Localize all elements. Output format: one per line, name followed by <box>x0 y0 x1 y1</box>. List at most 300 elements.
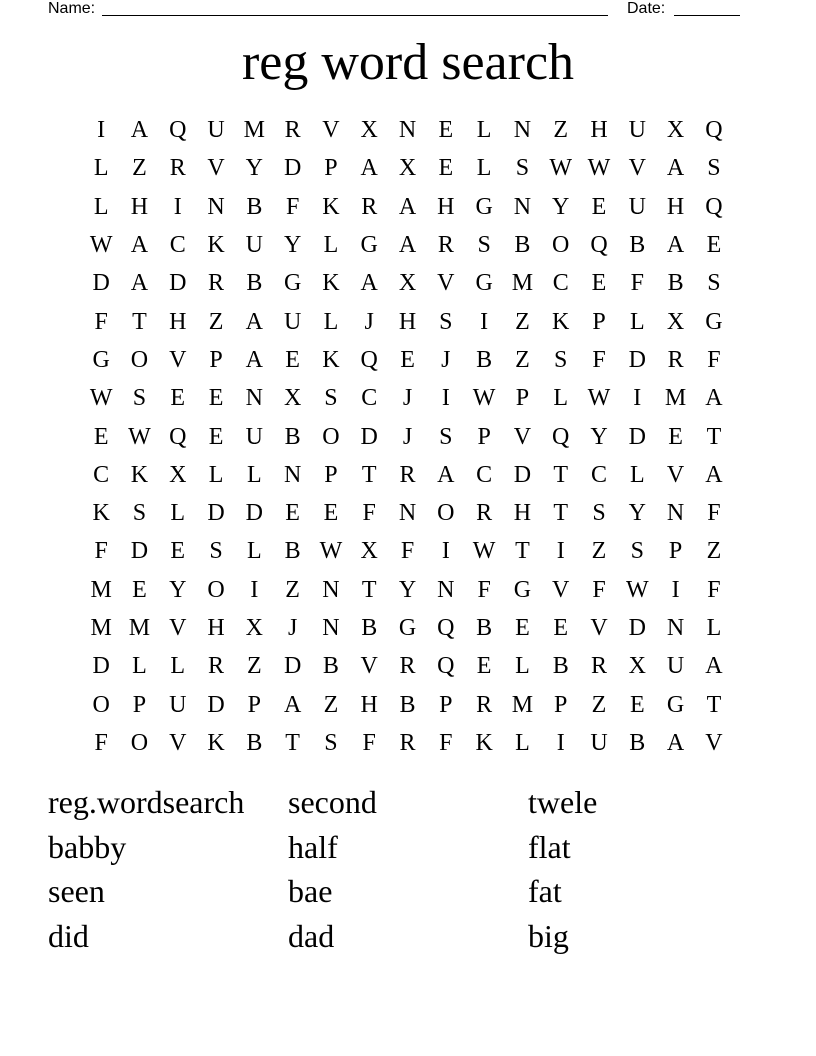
grid-letter: U <box>169 691 187 718</box>
grid-letter: F <box>285 193 300 220</box>
grid-letter: R <box>399 461 416 488</box>
grid-letter: L <box>247 538 262 565</box>
grid-letter: L <box>170 653 186 680</box>
grid-letter: B <box>476 346 493 373</box>
grid-letter: L <box>170 500 186 527</box>
grid-letter: Y <box>552 193 570 220</box>
grid-letter: K <box>92 500 110 527</box>
date-blank-line <box>674 15 740 16</box>
grid-letter: M <box>90 576 112 603</box>
grid-letter: W <box>587 385 611 412</box>
grid-letter: T <box>285 729 300 756</box>
grid-letter: Z <box>591 691 607 718</box>
grid-letter: R <box>437 232 454 259</box>
grid-letter: K <box>322 270 340 297</box>
grid-letter: J <box>364 308 374 335</box>
grid-letter: A <box>360 270 378 297</box>
grid-letter: S <box>324 729 338 756</box>
grid-letter: E <box>476 653 492 680</box>
grid-letter: T <box>132 308 147 335</box>
grid-letter: S <box>630 538 644 565</box>
grid-letter: F <box>630 270 644 297</box>
grid-letter: W <box>319 538 343 565</box>
grid-letter: E <box>285 346 300 373</box>
grid-letter: E <box>285 500 300 527</box>
grid-row <box>82 379 734 417</box>
grid-letter: J <box>402 385 413 412</box>
grid-letter: Z <box>553 117 569 144</box>
grid-letter: M <box>511 270 534 297</box>
grid-letter: F <box>362 729 376 756</box>
grid-row <box>82 302 734 340</box>
grid-letter: S <box>515 155 530 182</box>
grid-row <box>82 417 734 455</box>
grid-letter: Q <box>705 117 723 144</box>
grid-letter: R <box>476 691 493 718</box>
grid-letter: I <box>633 385 642 412</box>
grid-letter: A <box>130 117 149 144</box>
grid-letter: U <box>666 653 685 680</box>
grid-letter: E <box>208 385 224 412</box>
grid-letter: Z <box>591 538 607 565</box>
grid-letter: K <box>475 729 493 756</box>
grid-letter: D <box>283 155 302 182</box>
grid-letter: W <box>89 385 113 412</box>
word-list-item: twele <box>528 784 598 820</box>
grid-letter: I <box>441 385 450 412</box>
grid-letter: R <box>591 653 608 680</box>
grid-letter: E <box>591 193 607 220</box>
grid-letter: B <box>361 615 378 641</box>
grid-letter: W <box>89 232 113 259</box>
grid-letter: Q <box>437 615 455 641</box>
grid-letter: I <box>556 729 565 756</box>
grid-row <box>82 609 734 647</box>
grid-letter: F <box>592 576 606 603</box>
grid-letter: A <box>666 232 685 259</box>
grid-letter: E <box>208 423 224 450</box>
grid-letter: W <box>472 385 496 412</box>
grid-row <box>82 226 734 264</box>
word-list-item: flat <box>528 828 571 865</box>
grid-row <box>82 456 734 494</box>
grid-letter: C <box>169 232 186 259</box>
grid-letter: L <box>476 155 492 182</box>
grid-letter: D <box>169 270 187 297</box>
grid-letter: S <box>439 308 453 335</box>
grid-letter: X <box>666 308 685 335</box>
grid-letter: E <box>668 423 683 450</box>
word-list-item: fat <box>528 873 562 910</box>
grid-letter: E <box>400 346 415 373</box>
grid-row <box>82 532 734 570</box>
grid-letter: J <box>441 346 451 373</box>
grid-letter: L <box>553 385 569 412</box>
grid-letter: R <box>208 653 225 680</box>
grid-letter: O <box>322 423 340 450</box>
grid-letter: A <box>705 385 723 412</box>
grid-letter: E <box>706 232 722 259</box>
name-blank-line <box>102 15 608 16</box>
grid-letter: K <box>130 461 149 488</box>
word-list-item: big <box>528 918 569 955</box>
grid-letter: Z <box>285 576 300 603</box>
grid-letter: L <box>476 117 492 144</box>
grid-letter: Z <box>515 308 530 335</box>
grid-letter: I <box>97 117 106 144</box>
grid-letter: U <box>628 117 646 144</box>
grid-letter: D <box>283 653 302 680</box>
grid-letter: V <box>705 729 723 756</box>
grid-letter: E <box>170 385 186 412</box>
grid-letter: Z <box>515 346 530 373</box>
grid-letter: Y <box>169 576 187 603</box>
grid-letter: P <box>592 308 606 335</box>
grid-letter: L <box>706 615 722 641</box>
grid-letter: D <box>628 423 646 450</box>
grid-letter: X <box>245 615 263 641</box>
grid-letter: M <box>128 615 151 641</box>
grid-letter: E <box>132 576 147 603</box>
grid-letter: X <box>169 461 187 488</box>
grid-letter: N <box>398 117 417 144</box>
grid-letter: H <box>360 691 378 718</box>
grid-letter: M <box>664 385 687 412</box>
grid-letter: A <box>398 232 417 259</box>
grid-letter: B <box>322 653 339 680</box>
grid-letter: N <box>513 193 532 220</box>
grid-letter: F <box>707 346 721 373</box>
grid-letter: L <box>93 193 109 220</box>
grid-letter: N <box>666 615 685 641</box>
grid-letter: V <box>666 461 685 488</box>
grid-letter: P <box>132 691 147 718</box>
grid-letter: M <box>90 615 112 641</box>
grid-letter: H <box>590 117 608 144</box>
grid-letter: C <box>361 385 378 412</box>
grid-letter: T <box>706 423 722 450</box>
grid-letter: H <box>169 308 187 335</box>
grid-letter: D <box>245 500 263 527</box>
grid-letter: O <box>130 729 149 756</box>
grid-letter: K <box>322 193 340 220</box>
grid-letter: X <box>628 653 646 680</box>
grid-letter: P <box>209 346 223 373</box>
grid-letter: V <box>169 615 187 641</box>
grid-row <box>82 647 734 685</box>
grid-letter: U <box>628 193 646 220</box>
grid-letter: G <box>475 193 493 220</box>
grid-letter: P <box>324 461 338 488</box>
grid-row <box>82 724 734 762</box>
grid-letter: L <box>93 155 109 182</box>
grid-row <box>82 571 734 609</box>
grid-letter: Q <box>590 232 608 259</box>
grid-letter: V <box>552 576 570 603</box>
grid-letter: X <box>398 270 417 297</box>
grid-letter: E <box>629 691 645 718</box>
grid-letter: A <box>705 653 723 680</box>
grid-letter: E <box>323 500 339 527</box>
grid-letter: C <box>93 461 110 488</box>
grid-letter: W <box>587 155 611 182</box>
grid-letter: R <box>399 653 416 680</box>
grid-letter: B <box>284 538 301 565</box>
grid-letter: N <box>513 117 532 144</box>
grid-letter: S <box>439 423 453 450</box>
grid-letter: O <box>437 500 455 527</box>
grid-letter: F <box>362 500 376 527</box>
grid-letter: X <box>398 155 417 182</box>
grid-letter: T <box>706 691 722 718</box>
grid-letter: D <box>130 538 149 565</box>
grid-letter: O <box>130 346 149 373</box>
grid-letter: O <box>207 576 225 603</box>
grid-letter: S <box>477 232 491 259</box>
grid-letter: L <box>629 461 645 488</box>
grid-letter: P <box>477 423 491 450</box>
grid-letter: H <box>130 193 149 220</box>
grid-letter: D <box>360 423 378 450</box>
grid-letter: K <box>207 729 225 756</box>
grid-letter: Y <box>245 155 263 182</box>
grid-letter: F <box>94 308 108 335</box>
grid-letter: R <box>361 193 378 220</box>
grid-letter: N <box>322 615 340 641</box>
grid-letter: V <box>360 653 378 680</box>
grid-letter: X <box>360 538 378 565</box>
grid-letter: I <box>250 576 259 603</box>
grid-letter: B <box>514 232 531 259</box>
grid-letter: H <box>666 193 685 220</box>
grid-letter: C <box>476 461 493 488</box>
grid-letter: N <box>666 500 685 527</box>
grid-letter: A <box>705 461 723 488</box>
grid-letter: U <box>283 308 302 335</box>
grid-letter: T <box>553 500 569 527</box>
grid-letter: I <box>480 308 489 335</box>
grid-letter: N <box>207 193 225 220</box>
grid-letter: S <box>132 500 147 527</box>
grid-letter: F <box>477 576 491 603</box>
grid-letter: G <box>283 270 302 297</box>
word-list-item: bae <box>288 873 333 910</box>
grid-letter: L <box>515 653 530 680</box>
grid-letter: V <box>628 155 646 182</box>
grid-letter: B <box>629 729 646 756</box>
grid-letter: Y <box>398 576 417 603</box>
grid-letter: X <box>360 117 378 144</box>
grid-letter: X <box>283 385 302 412</box>
grid-letter: R <box>667 346 684 373</box>
grid-letter: H <box>207 615 225 641</box>
grid-letter: B <box>399 691 416 718</box>
grid-letter: P <box>668 538 683 565</box>
grid-letter: L <box>323 232 339 259</box>
grid-letter: Q <box>360 346 378 373</box>
grid-letter: H <box>437 193 455 220</box>
grid-letter: B <box>246 729 263 756</box>
grid-letter: P <box>515 385 530 412</box>
grid-letter: M <box>243 117 265 144</box>
grid-letter: W <box>625 576 649 603</box>
grid-row <box>82 149 734 187</box>
grid-letter: G <box>475 270 493 297</box>
grid-letter: T <box>361 461 377 488</box>
grid-letter: R <box>169 155 186 182</box>
grid-letter: D <box>628 346 646 373</box>
grid-letter: Q <box>705 193 723 220</box>
grid-letter: Y <box>628 500 646 527</box>
grid-letter: E <box>438 117 454 144</box>
grid-letter: B <box>246 193 263 220</box>
grid-letter: S <box>132 385 147 412</box>
grid-letter: X <box>666 117 685 144</box>
grid-letter: T <box>553 461 569 488</box>
grid-letter: S <box>592 500 606 527</box>
grid-letter: B <box>552 653 569 680</box>
grid-letter: P <box>554 691 568 718</box>
grid-letter: Y <box>283 232 302 259</box>
grid-letter: J <box>402 423 413 450</box>
page-title: reg word search <box>241 34 575 91</box>
word-list-item: second <box>288 784 377 820</box>
grid-letter: F <box>707 500 721 527</box>
grid-letter: R <box>399 729 416 756</box>
grid-letter: S <box>324 385 338 412</box>
name-label: Name: <box>48 0 96 17</box>
grid-letter: A <box>360 155 378 182</box>
grid-letter: B <box>246 270 263 297</box>
grid-letter: V <box>207 155 225 182</box>
grid-letter: K <box>207 232 225 259</box>
grid-letter: B <box>667 270 684 297</box>
word-list-item: reg.wordsearch <box>48 784 245 820</box>
grid-letter: D <box>92 270 110 297</box>
grid-letter: C <box>552 270 569 297</box>
grid-letter: A <box>245 308 263 335</box>
grid-letter: F <box>94 538 108 565</box>
word-list-item: half <box>288 828 338 865</box>
word-list-item: seen <box>48 873 105 910</box>
grid-letter: N <box>322 576 340 603</box>
date-label: Date: <box>627 0 666 17</box>
grid-letter: G <box>666 691 685 718</box>
grid-letter: I <box>556 538 565 565</box>
grid-letter: I <box>441 538 450 565</box>
grid-letter: Q <box>552 423 570 450</box>
grid-letter: S <box>707 270 721 297</box>
grid-letter: Z <box>706 538 722 565</box>
grid-letter: W <box>128 423 151 450</box>
word-list-item: dad <box>288 918 335 955</box>
grid-letter: L <box>515 729 530 756</box>
grid-letter: A <box>437 461 455 488</box>
grid-letter: J <box>287 615 298 641</box>
grid-letter: G <box>398 615 417 641</box>
grid-letter: R <box>208 270 225 297</box>
grid-letter: R <box>284 117 301 144</box>
grid-letter: A <box>666 729 685 756</box>
grid-letter: E <box>170 538 186 565</box>
grid-letter: S <box>554 346 568 373</box>
grid-letter: V <box>322 117 340 144</box>
grid-letter: V <box>437 270 455 297</box>
grid-letter: G <box>705 308 723 335</box>
grid-row <box>82 111 734 149</box>
grid-row <box>82 685 734 723</box>
grid-letter: K <box>552 308 570 335</box>
grid-letter: S <box>209 538 223 565</box>
grid-letter: Y <box>590 423 608 450</box>
grid-letter: A <box>666 155 685 182</box>
word-list <box>48 780 768 959</box>
grid-row <box>82 188 734 226</box>
grid-letter: V <box>513 423 532 450</box>
grid-letter: E <box>515 615 530 641</box>
grid-letter: A <box>398 193 417 220</box>
grid-letter: L <box>247 461 262 488</box>
grid-letter: U <box>245 423 263 450</box>
grid-letter: C <box>591 461 608 488</box>
grid-letter: F <box>400 538 415 565</box>
grid-letter: O <box>552 232 570 259</box>
letter-grid <box>82 111 734 762</box>
grid-letter: U <box>207 117 225 144</box>
grid-letter: F <box>94 729 108 756</box>
grid-letter: L <box>323 308 339 335</box>
grid-letter: F <box>592 346 606 373</box>
grid-letter: E <box>553 615 569 641</box>
grid-letter: P <box>439 691 453 718</box>
grid-letter: I <box>173 193 182 220</box>
grid-letter: B <box>629 232 646 259</box>
grid-letter: E <box>591 270 607 297</box>
grid-letter: M <box>511 691 534 718</box>
grid-letter: G <box>92 346 110 373</box>
grid-letter: A <box>130 270 149 297</box>
grid-letter: G <box>513 576 532 603</box>
grid-letter: L <box>132 653 147 680</box>
grid-letter: D <box>207 500 225 527</box>
grid-letter: W <box>549 155 573 182</box>
grid-letter: W <box>472 538 496 565</box>
grid-letter: D <box>513 461 532 488</box>
grid-letter: Z <box>132 155 147 182</box>
grid-letter: A <box>283 691 302 718</box>
grid-letter: I <box>671 576 680 603</box>
grid-letter: U <box>590 729 608 756</box>
grid-letter: V <box>169 346 187 373</box>
grid-letter: E <box>438 155 454 182</box>
grid-letter: H <box>398 308 417 335</box>
grid-letter: G <box>360 232 378 259</box>
grid-letter: V <box>169 729 187 756</box>
grid-letter: T <box>515 538 530 565</box>
grid-letter: P <box>247 691 262 718</box>
grid-letter: H <box>513 500 532 527</box>
grid-letter: S <box>707 155 721 182</box>
grid-letter: O <box>92 691 110 718</box>
grid-letter: A <box>245 346 263 373</box>
grid-letter: A <box>130 232 149 259</box>
grid-letter: Z <box>247 653 262 680</box>
grid-letter: V <box>590 615 608 641</box>
grid-letter: F <box>439 729 453 756</box>
grid-letter: L <box>629 308 645 335</box>
grid-letter: N <box>283 461 302 488</box>
grid-letter: P <box>324 155 338 182</box>
